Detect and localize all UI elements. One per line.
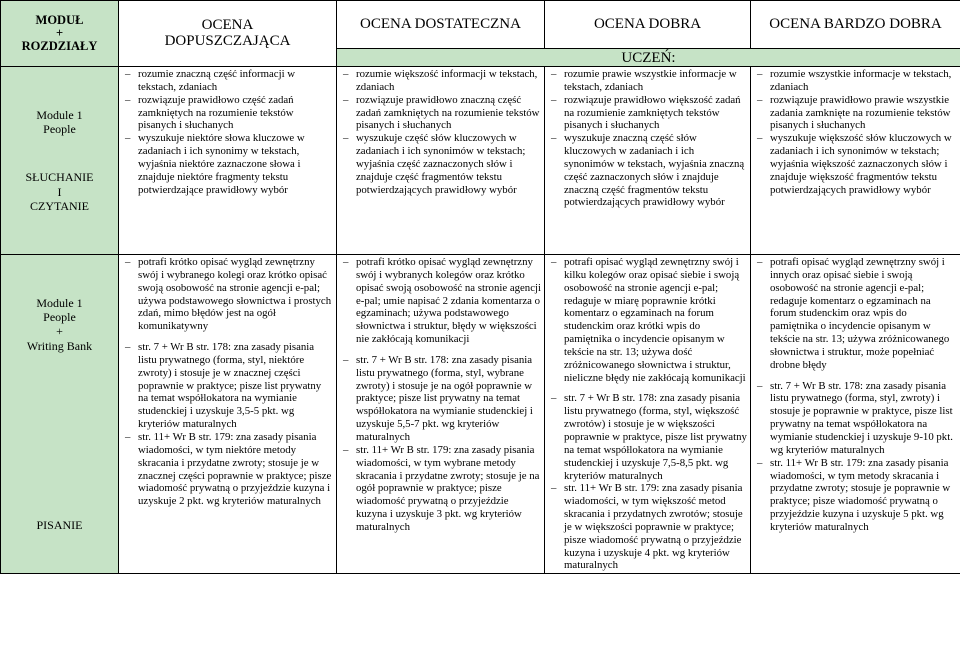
skill-label: SŁUCHANIE I CZYTANIE	[25, 170, 94, 214]
dash-bullet-icon: –	[125, 93, 131, 106]
dash-bullet-icon: –	[343, 132, 349, 145]
criteria-item	[123, 256, 333, 333]
criteria-item	[341, 354, 541, 444]
criteria-text: wyszukuje znaczną część słów kluczowych w zadaniach i ich synonimów w tekstach, wyjaśnia znaczną część zaznaczonych słów i znajduje znaczną część fragmentów tekstu potwierdzających prawidłowy wybór	[564, 132, 745, 209]
criteria-text: potrafi opisać wygląd zewnętrzny swój i innych oraz opisać siebie i swoją osobowość na stronie agencji e-pal; redaguje komentarz o egzaminach na forum studenckim oraz wpis do pamiętnika o incydencie opisanym w tekście na str. 13; używa zróżnicowanego słownictwa i struktur, może popełniać drobne błędy	[770, 256, 950, 371]
criteria-item	[341, 256, 541, 346]
dash-bullet-icon: –	[343, 443, 349, 456]
criteria-text: rozwiązuje prawidłowo znaczną część zadań zamkniętych na rozumienie tekstów pisanych i słuchanych	[356, 93, 540, 132]
criteria-item	[549, 68, 747, 94]
dash-bullet-icon: –	[757, 132, 763, 145]
dash-bullet-icon: –	[551, 392, 557, 405]
criteria-text: rozwiązuje prawidłowo prawie wszystkie zadania zamknięte na rozumienie tekstów pisanych i słuchanych	[770, 93, 951, 132]
grade-good-header: OCENA DOBRA	[545, 1, 751, 49]
dash-bullet-icon: –	[551, 93, 557, 106]
criteria-item	[549, 132, 747, 209]
criteria-item	[341, 94, 541, 133]
criteria-text: rozwiązuje prawidłowo część zadań zamkniętych na rozumienie tekstów pisanych i słuchanych	[138, 93, 294, 132]
criteria-item	[123, 132, 333, 196]
criteria-text: str. 7 + Wr B str. 178: zna zasady pisania listu prywatnego (forma, styl, wybrane zwroty) i stosuje je na ogół poprawnie w praktyce; pisze list prywatny na temat współlokatora na wymianie studenckiej i uzyskuje 5,5-7 pkt. wg kryteriów maturalnych	[356, 353, 533, 443]
dash-bullet-icon: –	[551, 256, 557, 268]
criteria-item	[755, 132, 957, 196]
criteria-text: potrafi opisać wygląd zewnętrzny swój i kilku kolegów oraz opisać siebie i swoją osobowość na stronie agencji e-pal; redaguje w miarę poprawnie krótki komentarz o egzaminach na forum studenckim oraz krótki wpis do pamiętnika o incydencie opisanym w tekście na str. 13; używa dość zróżnicowanego słownictwa i struktur, nieliczne błędy nie zakłócają komunikacji	[564, 256, 746, 384]
criteria-item	[341, 68, 541, 94]
criteria-cell	[119, 255, 337, 574]
grade-sufficient-header: OCENA DOPUSZCZAJĄCA	[119, 1, 337, 67]
module-label: Module 1 People + Writing Bank	[26, 295, 93, 353]
criteria-text: wyszukuje większość słów kluczowych w zadaniach i ich synonimów w tekstach; wyjaśnia większość zaznaczonych słów i znajduje większość fragmentów tekstu potwierdzających prawidłowy wybór	[770, 132, 952, 196]
criteria-text: rozumie większość informacji w tekstach, zdaniach	[356, 68, 538, 93]
criteria-text: potrafi krótko opisać wygląd zewnętrzny swój i wybranych kolegów oraz krótko opisać swoją osobowość na stronie agencji e-pal; umie napisać 2 zdania komentarza o egzaminach; używa podstawowego słownictwa i struktur, błędy w większości nie zakłócają komunikacji	[356, 256, 542, 346]
module-label: Module 1 People	[36, 107, 83, 136]
criteria-text: rozumie prawie wszystkie informacje w tekstach, zdaniach	[564, 68, 737, 93]
module-header: MODUŁ + ROZDZIAŁY	[1, 1, 119, 67]
grade-satisfactory-header: OCENA DOSTATECZNA	[337, 1, 545, 49]
criteria-item	[123, 431, 333, 508]
dash-bullet-icon: –	[125, 430, 131, 443]
dash-bullet-icon: –	[551, 482, 557, 495]
criteria-item	[755, 457, 957, 534]
module-cell-listening-reading	[1, 67, 119, 255]
criteria-item	[123, 68, 333, 94]
criteria-item	[123, 341, 333, 431]
criteria-text: str. 11+ Wr B str. 179: zna zasady pisania wiadomości, w tym większość metod skracania i przydatnych zwrotów; stosuje je w większości poprawnie w praktyce; pisze wiadomość prywatną o przyjeździe kuzyna i uzyskuje 4 pkt. wg kryteriów maturalnych	[564, 482, 743, 572]
criteria-item	[549, 94, 747, 133]
dash-bullet-icon: –	[343, 353, 349, 366]
dash-bullet-icon: –	[551, 132, 557, 145]
criteria-item	[549, 392, 747, 482]
criteria-cell	[751, 67, 960, 255]
criteria-cell	[337, 255, 545, 574]
criteria-item	[755, 380, 957, 457]
criteria-text: rozumie znaczną część informacji w tekstach, zdaniach	[138, 68, 296, 93]
dash-bullet-icon: –	[343, 93, 349, 106]
criteria-text: rozumie wszystkie informacje w tekstach, zdaniach	[770, 68, 952, 93]
criteria-item	[549, 482, 747, 572]
criteria-text: rozwiązuje prawidłowo większość zadań na rozumienie zamkniętych tekstów pisanych i słuchanych	[564, 93, 741, 132]
criteria-text: str. 11+ Wr B str. 179: zna zasady pisania wiadomości, w tym wybrane metody skracania i przydatne zwroty; stosuje je na ogół poprawnie w praktyce; pisze wiadomość prywatną o przyjeździe kuzyna i uzyskuje 3 pkt. wg kryteriów maturalnych	[356, 443, 540, 533]
criteria-text: str. 7 + Wr B str. 178: zna zasady pisania listu prywatnego (forma, styl, zwroty) i stosuje je poprawnie w praktyce, pisze list prywatny na temat współlokatora na wymianie studenckiej i uzyskuje 9-10 pkt. wg kryteriów maturalnych	[770, 379, 953, 456]
criteria-cell	[337, 67, 545, 255]
dash-bullet-icon: –	[757, 256, 763, 268]
criteria-text: wyszukuje część słów kluczowych w zadaniach i ich synonimów w tekstach; wyjaśnia część zaznaczonych słów i znajduje część fragmentów tekstu potwierdzających prawidłowy wybór	[356, 132, 526, 196]
student-subheader: UCZEŃ:	[337, 49, 960, 67]
criteria-text: str. 7 + Wr B str. 178: zna zasady pisania listu prywatnego (forma, styl, większość zwrotów) i stosuje je w większości poprawnie w praktyce, pisze list prywatny na temat współlokatora na wymianie studenckiej i uzyskuje 7,5-8,5 pkt. wg kryteriów maturalnych	[564, 392, 747, 482]
grade-very-good-header: OCENA BARDZO DOBRA	[751, 1, 960, 49]
dash-bullet-icon: –	[125, 132, 131, 145]
criteria-item	[549, 256, 747, 384]
criteria-text: potrafi krótko opisać wygląd zewnętrzny swój i wybranego kolegi oraz krótko opisać swoją osobowość na stronie agencji e-pal; używa podstawowego słownictwa i prostych zdań, mimo błędów jest na ogół komunikatywny	[138, 256, 332, 333]
dash-bullet-icon: –	[343, 256, 349, 268]
criteria-cell	[545, 255, 751, 574]
dash-bullet-icon: –	[757, 68, 763, 80]
dash-bullet-icon: –	[343, 68, 349, 80]
criteria-cell	[119, 67, 337, 255]
dash-bullet-icon: –	[757, 456, 763, 469]
dash-bullet-icon: –	[125, 68, 131, 80]
criteria-text: str. 7 + Wr B str. 178: zna zasady pisania listu prywatnego (forma, styl, niektóre zwroty) i stosuje je w znacznej części poprawnie w praktyce; pisze list prywatny na temat współlokatora na wymianie studenckiej i uzyskuje 3,5-5 pkt. wg kryteriów maturalnych	[138, 341, 322, 431]
skill-label: PISANIE	[36, 518, 83, 533]
criteria-text: wyszukuje niektóre słowa kluczowe w zadaniach i ich synonimy w tekstach, wyjaśnia niektóre zaznaczone słowa i znajduje niektóre fragmenty tekstu potwierdzające prawidłowy wybór	[138, 132, 305, 196]
criteria-text: str. 11+ Wr B str. 179: zna zasady pisania wiadomości, w tym niektóre metody skracania i przydatne zwroty; stosuje je w znacznej części poprawnie w praktyce; pisze wiadomość prywatną o przyjeździe kuzyna i uzyskuje 2 pkt. wg kryteriów maturalnych	[138, 430, 332, 508]
dash-bullet-icon: –	[551, 68, 557, 80]
criteria-item	[341, 132, 541, 196]
dash-bullet-icon: –	[757, 379, 763, 392]
criteria-cell	[545, 67, 751, 255]
criteria-item	[755, 94, 957, 133]
dash-bullet-icon: –	[125, 341, 131, 354]
module-cell-writing	[1, 255, 119, 574]
dash-bullet-icon: –	[757, 93, 763, 106]
criteria-cell	[751, 255, 960, 574]
criteria-item	[341, 444, 541, 534]
criteria-item	[755, 68, 957, 94]
dash-bullet-icon: –	[125, 256, 131, 268]
criteria-item	[123, 94, 333, 133]
criteria-item	[755, 256, 957, 372]
criteria-text: str. 11+ Wr B str. 179: zna zasady pisania wiadomości, w tym metody skracania i przydatne zwroty; stosuje je poprawnie w praktyce; pisze wiadomość prywatną o przyjeździe kuzyna i uzyskuje 5 pkt. wg kryteriów maturalnych	[770, 456, 951, 533]
